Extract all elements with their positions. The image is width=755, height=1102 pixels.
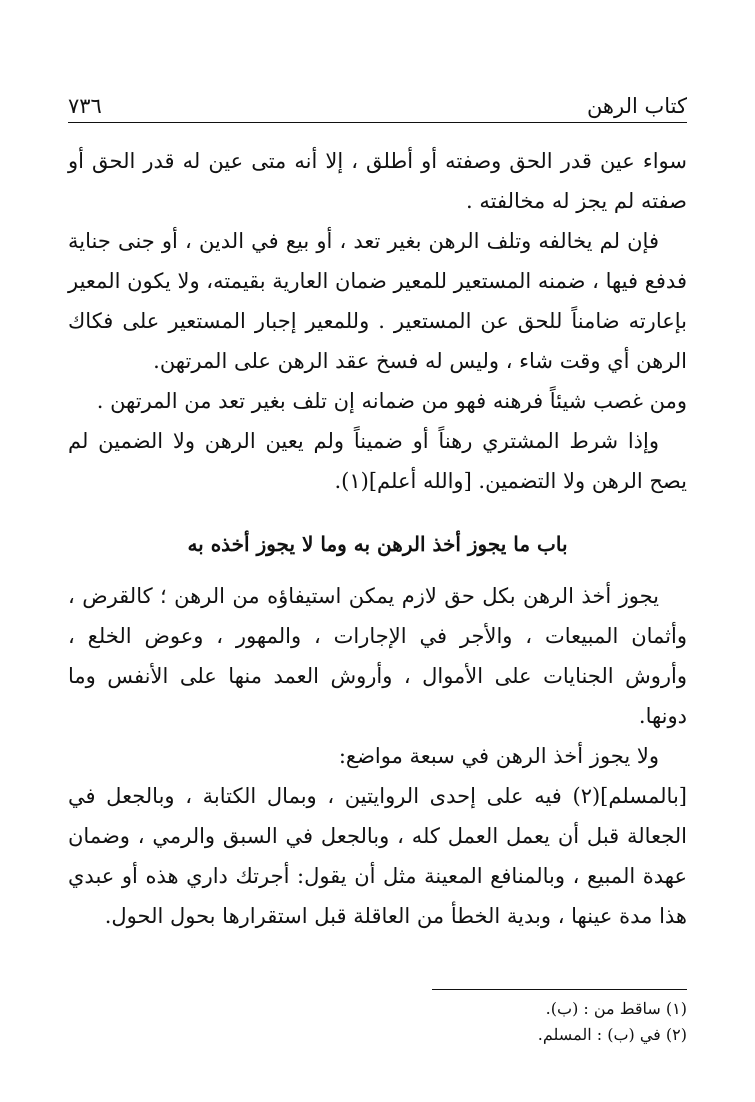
paragraph: سواء عين قدر الحق وصفته أو أطلق ، إلا أنه متى عين له قدر الحق أو صفته لم يجز له مخالفته . [68,149,687,213]
paragraph: فإن لم يخالفه وتلف الرهن بغير تعد ، أو بيع في الدين ، أو جنى جناية فدفع فيها ، ضمنه المستعير للمعير ضمان العارية بقيمته، ولا يكون المعير بإعارته ضامناً للحق عن المستعير . وللمعير إجبار المستعير على فكاك الرهن أي وقت شاء ، وليس له فسخ عقد الرهن على المرتهن. [68,229,687,373]
footnote-1: (١) ساقط من : (ب). [545,999,687,1018]
paragraph: ومن غصب شيئاً فرهنه فهو من ضمانه إن تلف بغير تعد من المرتهن . [96,389,687,413]
paragraph: [بالمسلم](٢) فيه على إحدى الروايتين ، وبمال الكتابة ، وبالجعل في الجعالة قبل أن يعمل العمل كله ، وبالجعل في السبق والرمي ، وضمان عهدة المبيع ، وبالمنافع المعينة مثل أن يقول: أجرتك داري هذه أو عبدي هذا مدة عينها ، وبدية الخطأ من العاقلة قبل استقرارها بحول الحول. [68,784,687,928]
footnote-2: (٢) في (ب) : المسلم. [537,1025,687,1044]
header-rule [68,122,687,123]
footnote-rule [432,989,687,990]
page-header [68,82,687,118]
section-rahn-continued [68,141,687,501]
paragraph: يجوز أخذ الرهن بكل حق لازم يمكن استيفاؤه من الرهن ؛ كالقرض ، وأثمان المبيعات ، والأجر في الإجارات ، والمهور ، وعوض الخلع ، وأروش الجنايات على الأموال ، وأروش العمد منها على الأنفس وما دونها. [68,584,687,728]
book-title: كتاب الرهن [586,94,687,118]
paragraph: وإذا شرط المشتري رهناً أو ضميناً ولم يعين الرهن ولا الضمين لم يصح الرهن ولا التضمين. [والله أعلم](١). [68,429,687,493]
footnotes [68,996,687,1048]
chapter-heading: باب ما يجوز أخذ الرهن به وما لا يجوز أخذه به [187,532,568,556]
paragraph: ولا يجوز أخذ الرهن في سبعة مواضع: [338,744,659,768]
page-number: ٧٣٦ [68,94,102,118]
section-what-may-be-pledged [68,576,687,936]
